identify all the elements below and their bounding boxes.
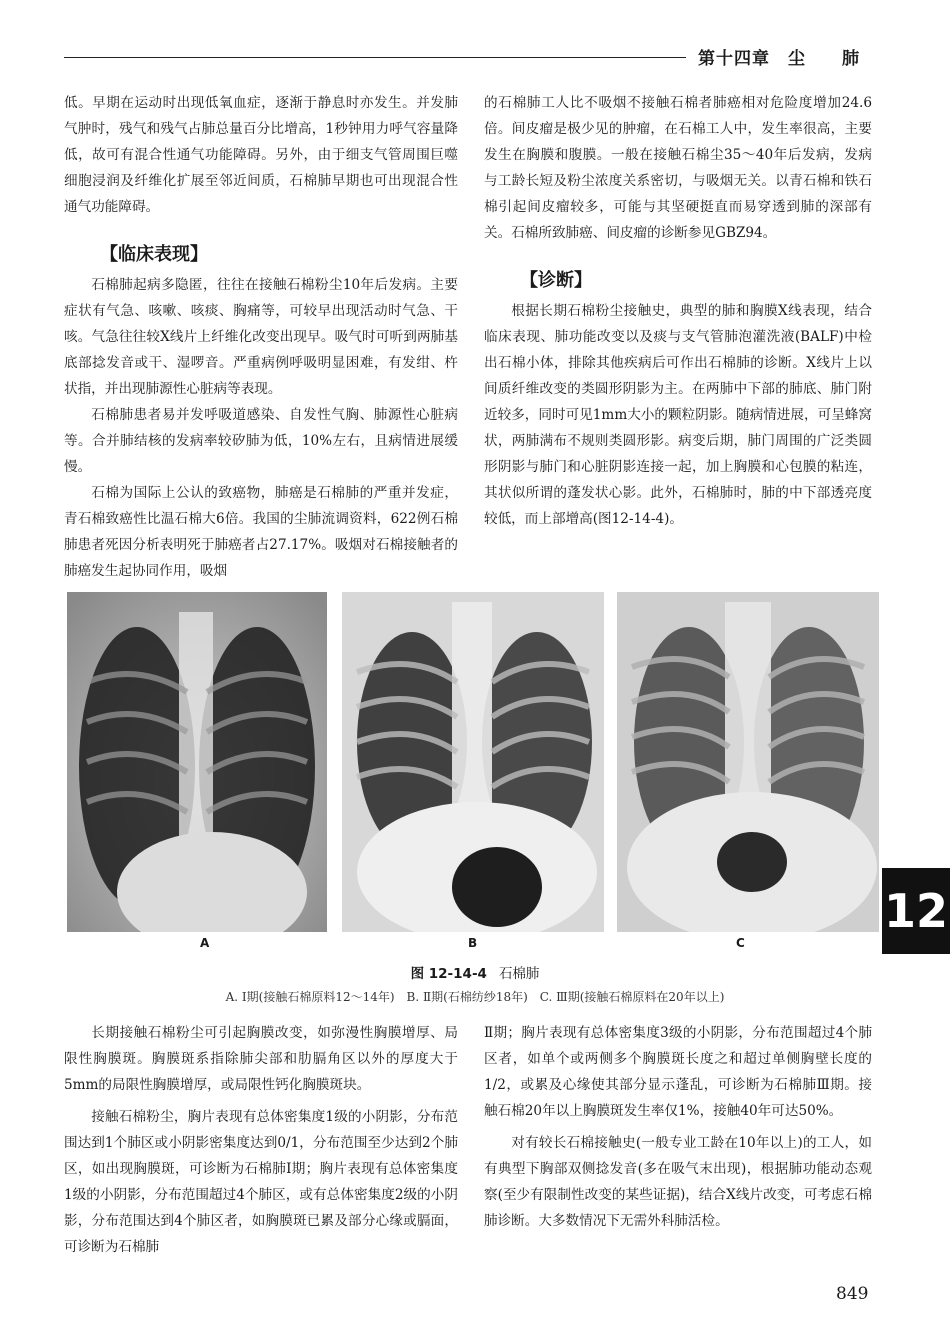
paragraph: 石棉为国际上公认的致癌物，肺癌是石棉肺的严重并发症，青石棉致癌性比温石棉大6倍。我国的尘肺流调资料，622例石棉肺患者死因分析表明死于肺癌者占27.17%。吸烟对石棉接触者的肺癌发生起协同作用，吸烟 (64, 485, 458, 579)
left-column-top (64, 90, 458, 584)
figure-label-c: C (736, 936, 745, 950)
figure-label-a: A (200, 936, 210, 950)
section-heading-diagnosis: 【诊断】 (520, 270, 592, 291)
header-rule (64, 57, 686, 58)
xray-image-b (342, 592, 604, 932)
figure-title: 石棉肺 (498, 966, 540, 982)
chapter-header: 第十四章 尘 肺 (698, 49, 860, 69)
figure-caption (0, 962, 950, 982)
page-number: 849 (836, 1284, 869, 1304)
figure-subcaption: A. Ⅰ期(接触石棉原料12～14年) B. Ⅱ期(石棉纺纱18年) C. Ⅲ期(接触石棉原料在20年以上) (225, 990, 725, 1004)
paragraph: 石棉肺患者易并发呼吸道感染、自发性气胸、肺源性心脏病等。合并肺结核的发病率较矽肺为低，10%左右，且病情进展缓慢。 (64, 407, 458, 475)
right-column-bottom (484, 1020, 872, 1234)
paragraph: 的石棉肺工人比不吸烟不接触石棉者肺癌相对危险度增加24.6倍。间皮瘤是极少见的肿瘤，在石棉工人中，发生率很高，主要发生在胸膜和腹膜。一般在接触石棉尘35～40年后发病，发病与工龄长短及粉尘浓度关系密切，与吸烟无关。以青石棉和铁石棉引起间皮瘤较多，可能与其坚硬挺直而易穿透到肺的深部有关。石棉所致肺癌、间皮瘤的诊断参见GBZ94。 (484, 95, 872, 241)
xray-image-a (67, 592, 327, 932)
paragraph: 根据长期石棉粉尘接触史，典型的肺和胸膜X线表现，结合临床表现、肺功能改变以及痰与支气管肺泡灌洗液(BALF)中检出石棉小体，排除其他疾病后可作出石棉肺的诊断。X线片上以间质纤维改变的类圆形阴影为主。在两肺中下部的肺底、肺门附近较多，同时可见1mm大小的颗粒阴影。随病情进展，可呈蜂窝状，两肺满布不规则类圆形影。病变后期，肺门周围的广泛类圆形阴影与肺门和心脏阴影连接一起，加上胸膜和心包膜的粘连，其状似所谓的蓬发状心影。此外，石棉肺时，肺的中下部透亮度较低，而上部增高(图12-14-4)。 (484, 303, 872, 527)
paragraph: 长期接触石棉粉尘可引起胸膜改变，如弥漫性胸膜增厚、局限性胸膜斑。胸膜斑系指除肺尖部和肋膈角区以外的厚度大于5mm的局限性胸膜增厚，或局限性钙化胸膜斑块。 (64, 1025, 458, 1093)
figure-label-b: B (468, 936, 478, 950)
paragraph: 接触石棉粉尘，胸片表现有总体密集度1级的小阴影，分布范围达到1个肺区或小阴影密集度达到0/1，分布范围至少达到2个肺区，如出现胸膜斑，可诊断为石棉肺Ⅰ期；胸片表现有总体密集度1级的小阴影，分布范围超过4个肺区，或有总体密集度2级的小阴影，分布范围达到4个肺区者，如胸膜斑已累及部分心缘或膈面，可诊断为石棉肺 (64, 1109, 458, 1255)
right-column-top (484, 90, 872, 532)
chapter-tab: 12 (882, 868, 950, 954)
paragraph: 对有较长石棉接触史(一般专业工龄在10年以上)的工人，如有典型下胸部双侧捻发音(多在吸气末出现)，根据肺功能动态观察(至少有限制性改变的某些证据)，结合X线片改变，可考虑石棉肺诊断。大多数情况下无需外科肺活检。 (484, 1135, 872, 1229)
paragraph: 低。早期在运动时出现低氧血症，逐渐于静息时亦发生。并发肺气肿时，残气和残气占肺总量百分比增高，1秒钟用力呼气容量降低，故可有混合性通气功能障碍。另外，由于细支气管周围巨噬细胞浸润及纤维化扩展至邻近间质，石棉肺早期也可出现混合性通气功能障碍。 (64, 95, 458, 215)
left-column-bottom (64, 1020, 458, 1260)
figure-number: 图 12-14-4 (410, 966, 487, 982)
xray-image-c (617, 592, 879, 932)
paragraph: Ⅱ期；胸片表现有总体密集度3级的小阴影，分布范围超过4个肺区者，如单个或两侧多个胸膜斑长度之和超过单侧胸壁长度的1/2，或累及心缘使其部分显示蓬乱，可诊断为石棉肺Ⅲ期。接触石棉20年以上胸膜斑发生率仅1%，接触40年可达50%。 (484, 1025, 872, 1119)
section-heading-clinical: 【临床表现】 (100, 244, 208, 265)
paragraph: 石棉肺起病多隐匿，往往在接触石棉粉尘10年后发病。主要症状有气急、咳嗽、咳痰、胸痛等，可较早出现活动时气急、干咳。气急往往较X线片上纤维化改变出现早。吸气时可听到两肺基底部捻发音或干、湿啰音。严重病例呼吸明显困难，有发绀、杵状指，并出现肺源性心脏病等表现。 (64, 277, 458, 397)
